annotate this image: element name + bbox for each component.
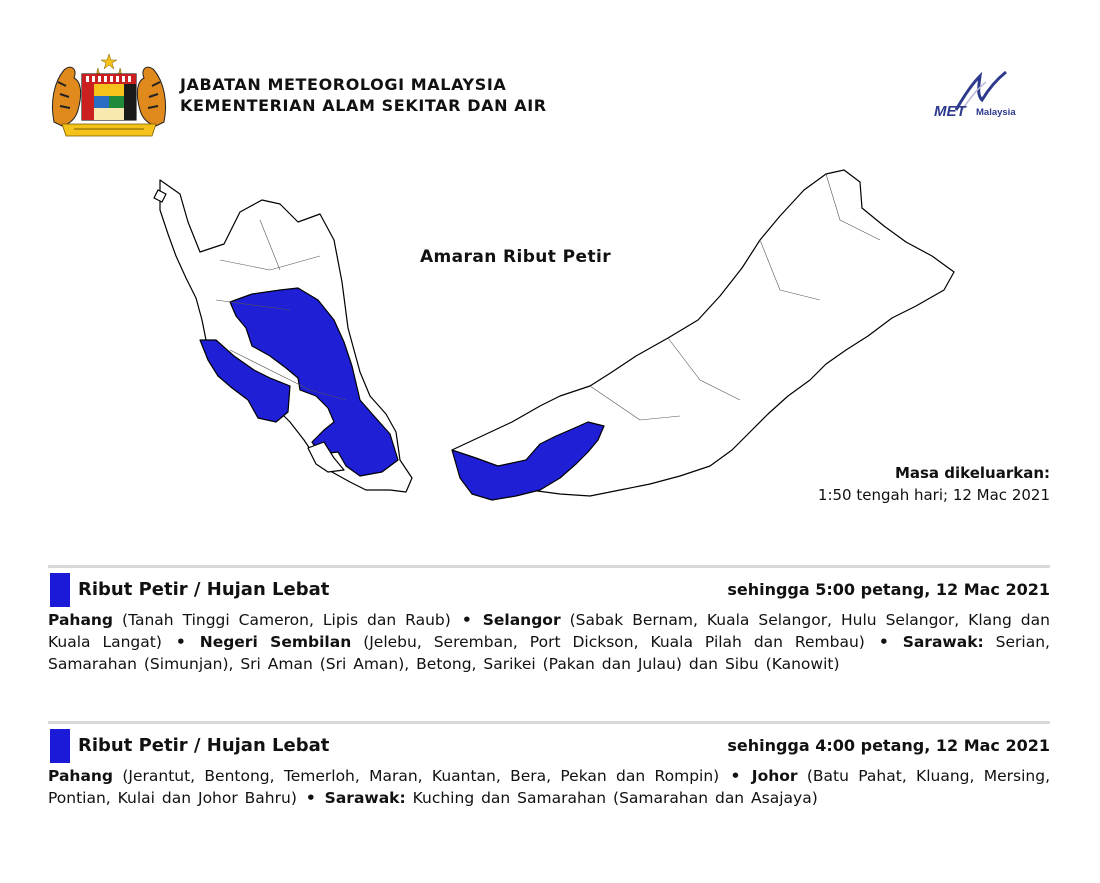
- section-divider: [48, 565, 1050, 568]
- organization-name: [180, 74, 547, 116]
- warning-header: [48, 727, 1050, 765]
- warning-section-1: [48, 565, 1050, 675]
- state-areas: (Sabak Bernam, Kuala Selangor, Hulu Selangor, Klang dan Kuala Langat): [48, 611, 1050, 651]
- coat-of-arms-icon: [48, 52, 170, 138]
- warning-until: sehingga 4:00 petang, 12 Mac 2021: [727, 736, 1050, 755]
- warning-title: Ribut Petir / Hujan Lebat: [78, 579, 330, 600]
- met-logo-subtext: Malaysia: [976, 107, 1016, 118]
- issued-time-block: [818, 462, 1050, 506]
- state-areas: Serian, Samarahan (Simunjan), Sri Aman (Sri Aman), Betong, Sarikei (Pakan dan Julau) dan Sibu (Kanowit): [48, 633, 1050, 673]
- state-name: Johor: [751, 767, 798, 785]
- warning-marker: [50, 573, 70, 607]
- map-title: Amaran Ribut Petir: [420, 247, 611, 267]
- state-areas: Kuching dan Samarahan (Samarahan dan Asajaya): [412, 789, 818, 807]
- state-areas: (Tanah Tinggi Cameron, Lipis dan Raub): [122, 611, 451, 629]
- peninsular-malaysia: [154, 180, 412, 492]
- met-malaysia-logo-icon: [934, 66, 1049, 118]
- state-areas: (Jerantut, Bentong, Temerloh, Maran, Kuantan, Bera, Pekan dan Rompin): [122, 767, 720, 785]
- warning-section-2: [48, 721, 1050, 809]
- state-name: Pahang: [48, 767, 114, 785]
- state-areas: (Batu Pahat, Kluang, Mersing, Pontian, Kulai dan Johor Bahru): [48, 767, 1051, 807]
- warning-header: [48, 571, 1050, 609]
- warning-map: [120, 160, 970, 510]
- separator: •: [461, 611, 472, 629]
- state-name: Sarawak:: [324, 789, 406, 807]
- state-name: Negeri Sembilan: [199, 633, 352, 651]
- borneo-malaysia: [452, 170, 954, 500]
- org-line-1: JABATAN METEOROLOGI MALAYSIA: [180, 75, 507, 94]
- separator: •: [305, 789, 316, 807]
- met-logo-text: MET: [934, 103, 966, 118]
- warning-title: Ribut Petir / Hujan Lebat: [78, 735, 330, 756]
- warning-areas: [48, 765, 1050, 809]
- separator: •: [175, 633, 186, 651]
- state-areas: (Jelebu, Seremban, Port Dickson, Kuala Pilah dan Rembau): [363, 633, 865, 651]
- org-line-2: KEMENTERIAN ALAM SEKITAR DAN AIR: [180, 96, 547, 115]
- separator: •: [730, 767, 741, 785]
- warning-areas: [48, 609, 1050, 675]
- sarawak-sabah-land: [452, 170, 954, 496]
- section-divider: [48, 721, 1050, 724]
- state-name: Sarawak:: [902, 633, 984, 651]
- page-header: [48, 52, 1058, 142]
- state-name: Selangor: [482, 611, 561, 629]
- issued-label: Masa dikeluarkan:: [894, 464, 1050, 482]
- warning-until: sehingga 5:00 petang, 12 Mac 2021: [727, 580, 1050, 599]
- issued-time: 1:50 tengah hari; 12 Mac 2021: [817, 486, 1050, 504]
- separator: •: [878, 633, 889, 651]
- state-name: Pahang: [48, 611, 114, 629]
- warning-marker: [50, 729, 70, 763]
